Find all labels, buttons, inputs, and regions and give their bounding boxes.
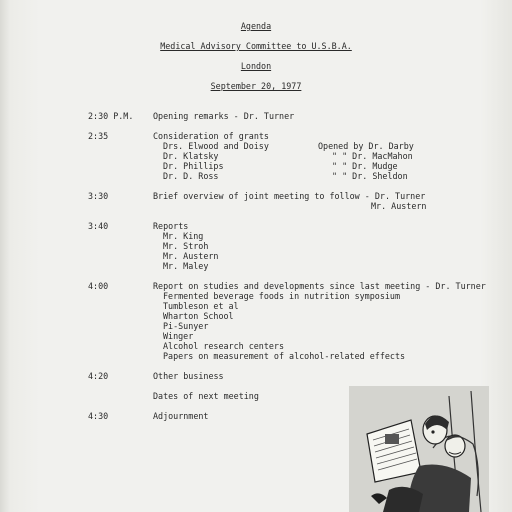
agenda-item-text: Other business <box>153 371 224 381</box>
grant-opener: Opened by Dr. Darby <box>318 141 414 151</box>
agenda-time: 4:30 <box>88 411 109 421</box>
grant-opener: " " Dr. MacMahon <box>332 151 413 161</box>
agenda-time: 4:20 <box>88 371 109 381</box>
agenda-time: 2:35 <box>88 131 109 141</box>
agenda-time: 3:40 <box>88 221 109 231</box>
agenda-item-text: Report on studies and developments since last meeting - Dr. Turner <box>153 281 486 291</box>
newspaper-reader-cartoon <box>349 386 489 512</box>
study-item: Alcohol research centers <box>163 341 285 351</box>
study-item: Pi-Sunyer <box>163 321 209 331</box>
agenda-time: 3:30 <box>88 191 109 201</box>
agenda-item-text: Dates of next meeting <box>153 391 259 401</box>
study-item: Wharton School <box>163 311 234 321</box>
agenda-item-text-continued: Mr. Austern <box>371 201 427 211</box>
study-item: Fermented beverage foods in nutrition symposium <box>163 291 400 301</box>
meeting-date: September 20, 1977 <box>210 81 302 91</box>
report-name: Mr. King <box>163 231 204 241</box>
grant-name: Dr. Klatsky <box>163 151 219 161</box>
study-item: Winger <box>163 331 194 341</box>
agenda-time: 2:30 P.M. <box>88 111 134 121</box>
report-name: Mr. Austern <box>163 251 219 261</box>
committee-name: Medical Advisory Committee to U.S.B.A. <box>160 41 352 51</box>
agenda-item-text: Consideration of grants <box>153 131 269 141</box>
study-item: Papers on measurement of alcohol-related effects <box>163 351 406 361</box>
grant-opener: " " Dr. Mudge <box>332 161 398 171</box>
agenda-item-text: Reports <box>153 221 189 231</box>
agenda-item-text: Adjournment <box>153 411 209 421</box>
agenda-title: Agenda <box>240 21 272 31</box>
grant-opener: " " Dr. Sheldon <box>332 171 408 181</box>
meeting-location: London <box>240 61 272 71</box>
grant-name: Drs. Elwood and Doisy <box>163 141 269 151</box>
agenda-item-text: Opening remarks - Dr. Turner <box>153 111 295 121</box>
grant-name: Dr. D. Ross <box>163 171 219 181</box>
agenda-item-text: Brief overview of joint meeting to follow - Dr. Turner <box>153 191 426 201</box>
study-item: Tumbleson et al <box>163 301 239 311</box>
report-name: Mr. Maley <box>163 261 209 271</box>
agenda-time: 4:00 <box>88 281 109 291</box>
grant-name: Dr. Phillips <box>163 161 224 171</box>
report-name: Mr. Stroh <box>163 241 209 251</box>
